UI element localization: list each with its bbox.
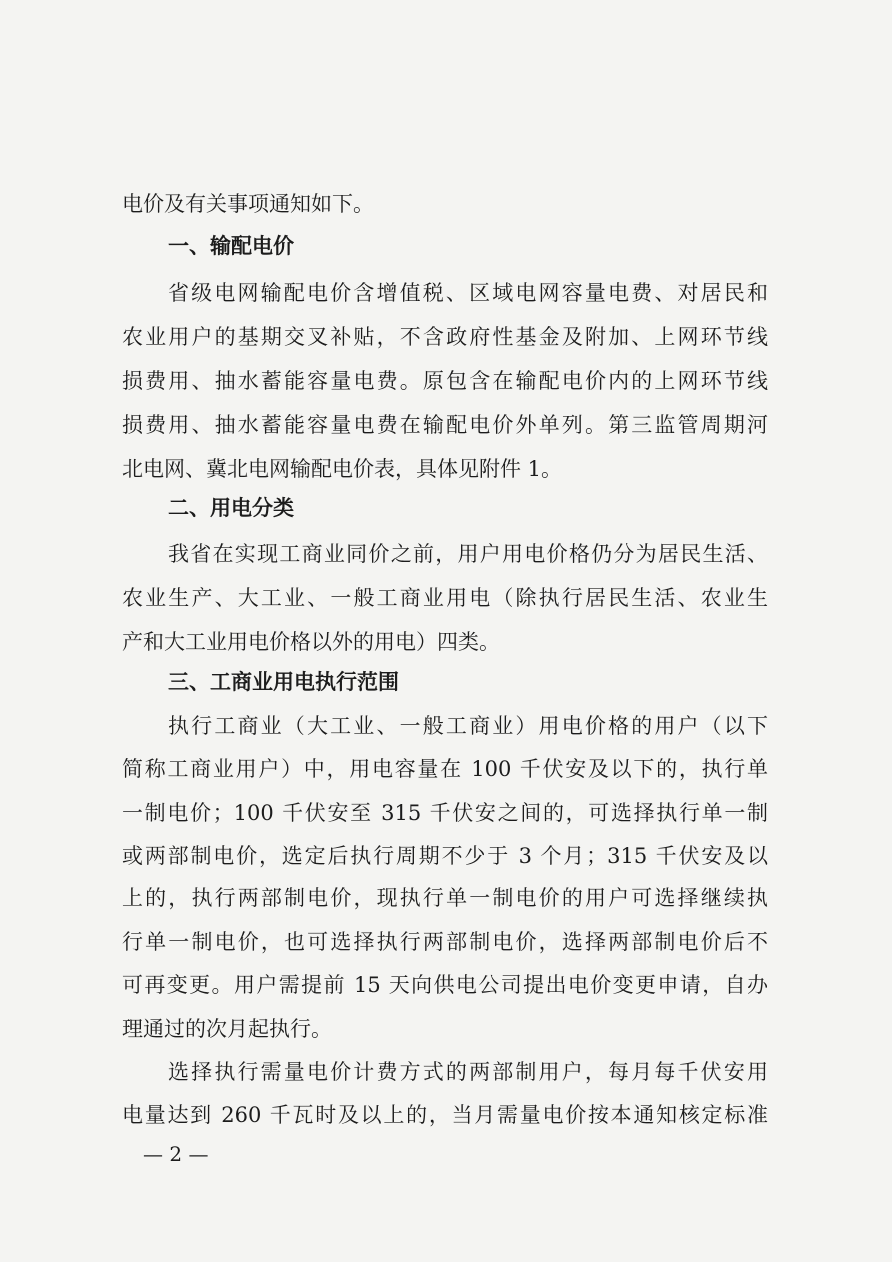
paragraph-line: 省级电网输配电价含增值税、区域电网容量电费、对居民和 bbox=[168, 281, 768, 305]
paragraph-line: 电量达到 260 千瓦时及以上的，当月需量电价按本通知核定标准 bbox=[122, 1103, 768, 1127]
paragraph-line: 理通过的次月起执行。 bbox=[122, 1017, 332, 1041]
paragraph-line: 执行工商业（大工业、一般工商业）用电价格的用户（以下 bbox=[168, 714, 768, 738]
paragraph-line: 损费用、抽水蓄能容量电费在输配电价外单列。第三监管周期河 bbox=[122, 413, 768, 437]
paragraph-line: 农业用户的基期交叉补贴，不含政府性基金及附加、上网环节线 bbox=[122, 325, 768, 349]
paragraph-line: 或两部制电价，选定后执行周期不少于 3 个月；315 千伏安及以 bbox=[122, 844, 768, 868]
paragraph-line: 简称工商业用户）中，用电容量在 100 千伏安及以下的，执行单 bbox=[122, 757, 768, 781]
paragraph-line: 一制电价；100 千伏安至 315 千伏安之间的，可选择执行单一制 bbox=[122, 801, 768, 825]
section-heading-commercial-scope: 三、工商业用电执行范围 bbox=[168, 670, 399, 694]
paragraph-line: 北电网、冀北电网输配电价表，具体见附件 1。 bbox=[122, 457, 563, 481]
paragraph-line: 农业生产、大工业、一般工商业用电（除执行居民生活、农业生 bbox=[122, 586, 768, 610]
paragraph-line: 产和大工业用电价格以外的用电）四类。 bbox=[122, 630, 500, 654]
paragraph-line: 损费用、抽水蓄能容量电费。原包含在输配电价内的上网环节线 bbox=[122, 369, 768, 393]
page-number: — 2 — bbox=[143, 1142, 209, 1166]
paragraph-line: 选择执行需量电价计费方式的两部制用户，每月每千伏安用 bbox=[168, 1060, 768, 1084]
paragraph-line: 电价及有关事项通知如下。 bbox=[122, 192, 374, 216]
paragraph-line: 我省在实现工商业同价之前，用户用电价格仍分为居民生活、 bbox=[168, 542, 768, 566]
paragraph-line: 上的，执行两部制电价，现执行单一制电价的用户可选择继续执 bbox=[122, 886, 768, 910]
section-heading-usage-category: 二、用电分类 bbox=[168, 496, 294, 520]
paragraph-line: 可再变更。用户需提前 15 天向供电公司提出电价变更申请，自办 bbox=[122, 973, 768, 997]
paragraph-line: 行单一制电价，也可选择执行两部制电价，选择两部制电价后不 bbox=[122, 930, 768, 954]
section-heading-transmission-price: 一、输配电价 bbox=[168, 234, 294, 258]
